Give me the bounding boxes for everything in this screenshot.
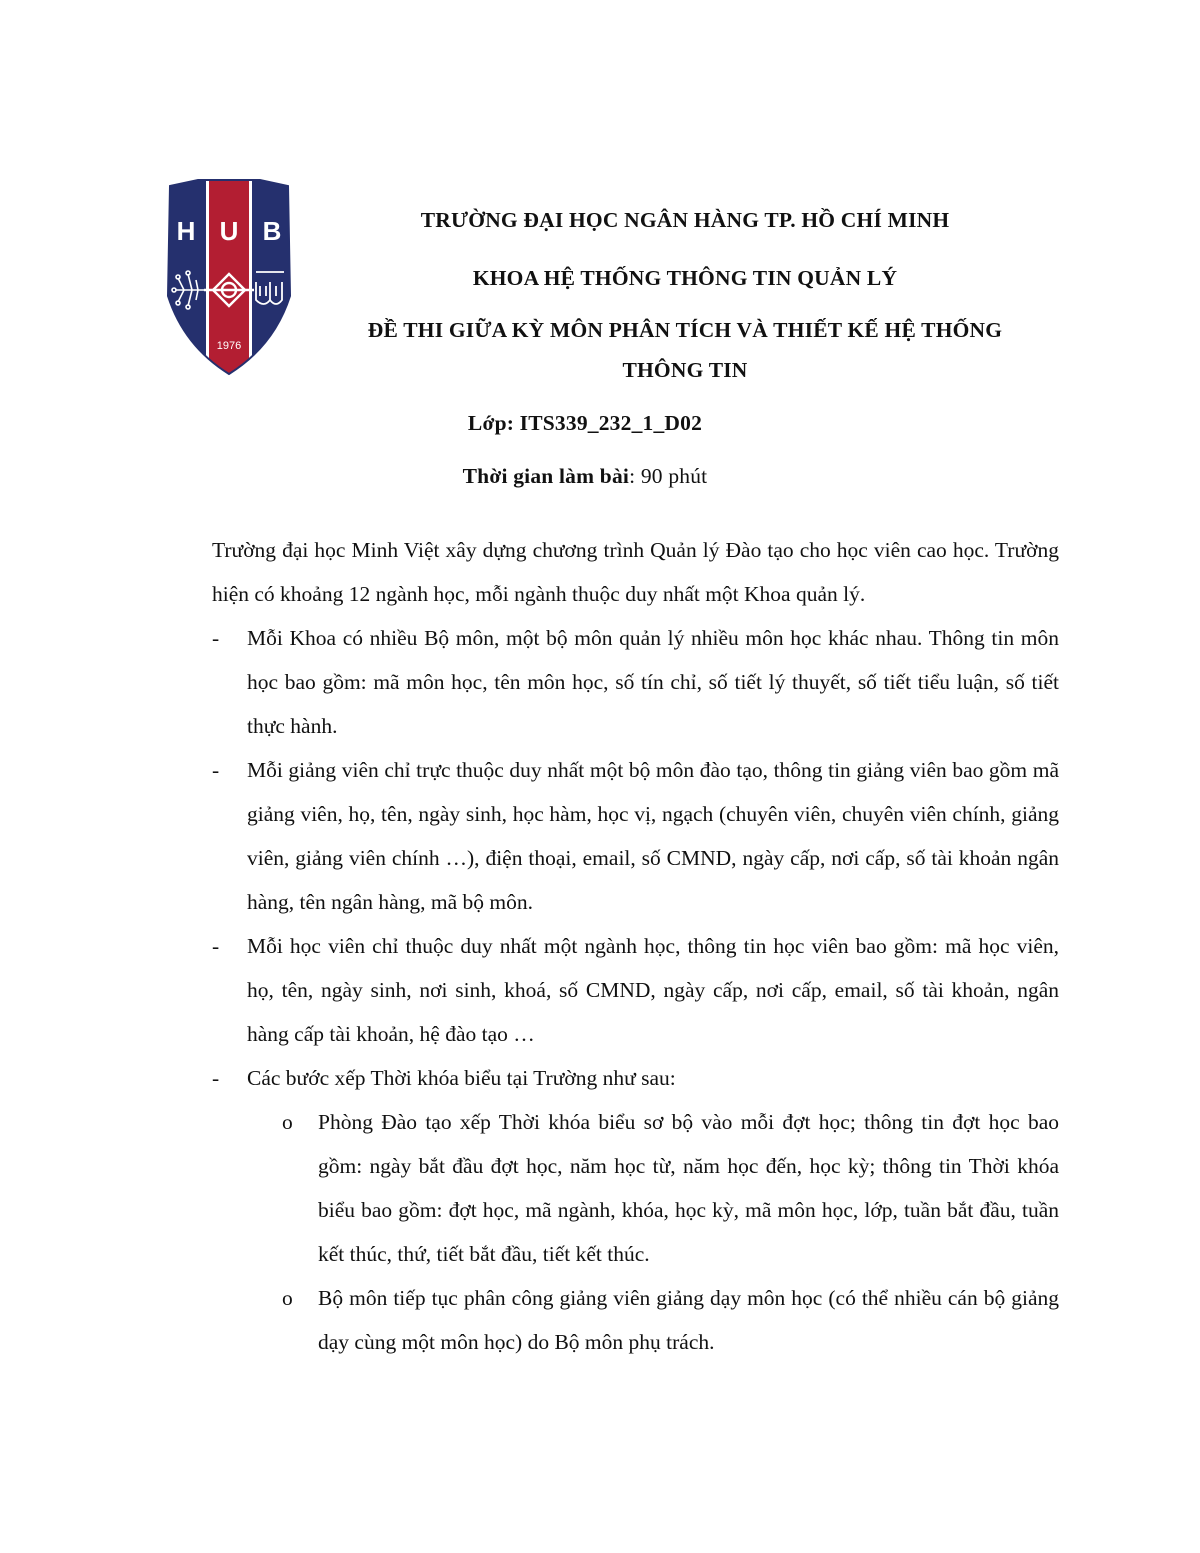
dash-bullet: - xyxy=(212,626,220,650)
dash-bullet: - xyxy=(212,934,220,958)
faculty-name: KHOA HỆ THỐNG THÔNG TIN QUẢN LÝ xyxy=(472,266,898,290)
logo-letter-u: U xyxy=(219,216,239,246)
document-body xyxy=(212,528,1059,1364)
logo-year: 1976 xyxy=(216,340,242,352)
time-value: : 90 phút xyxy=(629,464,708,488)
exam-title-line-2: THÔNG TIN xyxy=(622,358,748,382)
list-item xyxy=(212,748,1059,924)
list-item xyxy=(212,924,1059,1056)
list-item-text: Các bước xếp Thời khóa biểu tại Trường như sau: xyxy=(247,1066,676,1090)
university-name: TRƯỜNG ĐẠI HỌC NGÂN HÀNG TP. HỒ CHÍ MINH xyxy=(420,208,950,232)
list-item xyxy=(212,1056,1059,1364)
time-label: Thời gian làm bài xyxy=(462,464,630,488)
class-label: Lớp: xyxy=(467,411,520,435)
circle-bullet: o xyxy=(282,1110,293,1134)
class-line xyxy=(200,411,970,436)
time-line xyxy=(200,464,970,489)
dash-bullet: - xyxy=(212,1066,220,1090)
sub-list-item-text: Bộ môn tiếp tục phân công giảng viên giảng dạy môn học (có thể nhiều cán bộ giảng dạy cùng một môn học) do Bộ môn phụ trách. xyxy=(318,1286,1059,1354)
sub-list-item-text: Phòng Đào tạo xếp Thời khóa biểu sơ bộ vào mỗi đợt học; thông tin đợt học bao gồm: ngày bắt đầu đợt học, năm học từ, năm học đến, học kỳ; thông tin Thời khóa biểu bao gồm: đợt học, mã ngành, khóa, học kỳ, mã môn học, lớp, tuần bắt đầu, tuần kết thúc, thứ, tiết bắt đầu, tiết kết thúc. xyxy=(318,1110,1059,1266)
list-item-text: Mỗi Khoa có nhiều Bộ môn, một bộ môn quản lý nhiều môn học khác nhau. Thông tin môn học bao gồm: mã môn học, tên môn học, số tín chỉ, số tiết lý thuyết, số tiết tiểu luận, số tiết thực hành. xyxy=(247,626,1059,738)
sub-list-item xyxy=(212,1100,1059,1276)
exam-title-line-1: ĐỀ THI GIỮA KỲ MÔN PHÂN TÍCH VÀ THIẾT KẾ HỆ THỐNG xyxy=(367,318,1003,342)
intro-paragraph: Trường đại học Minh Việt xây dựng chương trình Quản lý Đào tạo cho học viên cao học. Trường hiện có khoảng 12 ngành học, mỗi ngành thuộc duy nhất một Khoa quản lý. xyxy=(212,538,1059,606)
sub-list-item xyxy=(212,1276,1059,1364)
hub-logo xyxy=(164,178,294,376)
dash-bullet: - xyxy=(212,758,220,782)
logo-letter-b: B xyxy=(262,216,282,246)
logo-letter-h: H xyxy=(176,216,196,246)
class-value: ITS339_232_1_D02 xyxy=(519,411,703,435)
list-item-text: Mỗi học viên chỉ thuộc duy nhất một ngành học, thông tin học viên bao gồm: mã học viên, họ, tên, ngày sinh, nơi sinh, khoá, số CMND, ngày cấp, nơi cấp, email, số tài khoản, ngân hàng cấp tài khoản, hệ đào tạo … xyxy=(247,934,1059,1046)
circle-bullet: o xyxy=(282,1286,293,1310)
requirements-list xyxy=(212,616,1059,1364)
list-item-text: Mỗi giảng viên chỉ trực thuộc duy nhất một bộ môn đào tạo, thông tin giảng viên bao gồm mã giảng viên, họ, tên, ngày sinh, học hàm, học vị, ngạch (chuyên viên, chuyên viên chính, giảng viên, giảng viên chính …), điện thoại, email, số CMND, ngày cấp, nơi cấp, số tài khoản ngân hàng, tên ngân hàng, mã bộ môn. xyxy=(247,758,1059,914)
sub-list xyxy=(247,1100,1059,1364)
list-item xyxy=(212,616,1059,748)
